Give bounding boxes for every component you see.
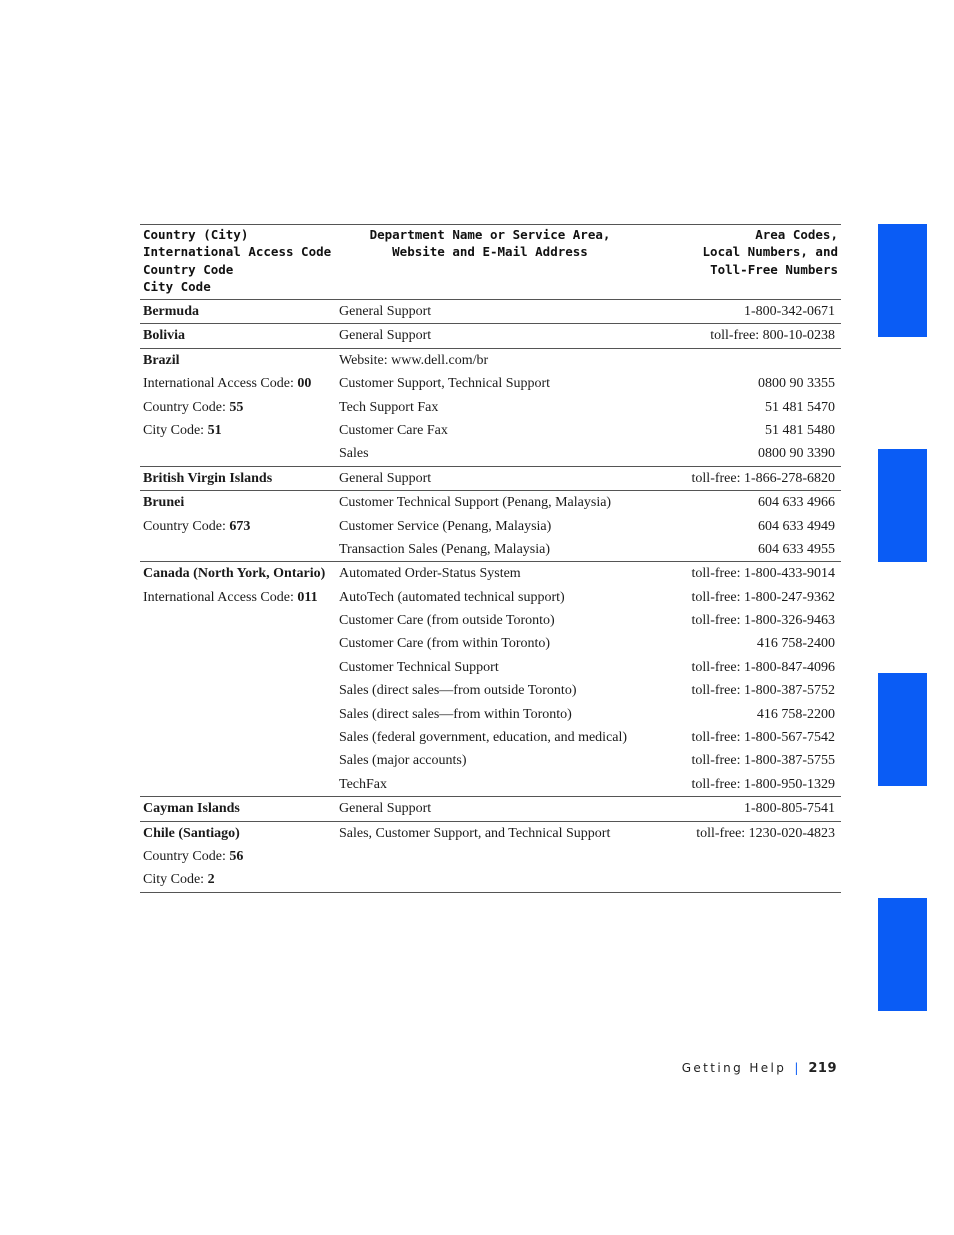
- country-group: [140, 349, 841, 467]
- department-label: Customer Care (from within Toronto): [339, 636, 551, 652]
- table-body: [140, 300, 841, 893]
- code-value: 673: [229, 518, 251, 534]
- department-cell: [339, 797, 431, 820]
- country-cell: [143, 822, 240, 845]
- table-row: [140, 349, 841, 372]
- department-label: Sales (federal government, education, and medical): [339, 730, 628, 746]
- header-line: City Code: [143, 278, 211, 294]
- table-row: [140, 609, 841, 632]
- table-header: [140, 225, 841, 300]
- department-label: Sales (direct sales—from outside Toronto): [339, 683, 577, 699]
- country-label: Country Code:: [143, 848, 230, 864]
- department-cell: [339, 656, 499, 679]
- department-label: General Support: [339, 801, 432, 817]
- code-value: 51: [207, 422, 222, 438]
- header-line: Country (City): [143, 227, 249, 242]
- phone-number-cell: toll-free: 1-800-950-1329: [691, 776, 835, 792]
- department-label: General Support: [339, 328, 432, 344]
- phone-number-cell: 604 633 4966: [758, 495, 835, 511]
- phone-number-cell: toll-free: 1-800-326-9463: [691, 613, 835, 629]
- header-numbers-column: [703, 226, 838, 278]
- table-row: [140, 845, 841, 868]
- country-cell: [143, 467, 272, 490]
- country-label: Bolivia: [143, 328, 186, 344]
- header-line: Area Codes,: [755, 227, 838, 242]
- department-cell: [339, 703, 572, 726]
- country-cell: [143, 396, 243, 419]
- department-label: Sales, Customer Support, and Technical Support: [339, 825, 611, 841]
- department-label: Customer Technical Support: [339, 659, 499, 675]
- phone-number-cell: 416 758-2200: [756, 706, 835, 722]
- phone-number-cell: toll-free: 1-800-567-7542: [691, 730, 835, 746]
- code-value: 2: [207, 872, 215, 888]
- country-group: [140, 300, 841, 324]
- department-cell: [339, 467, 431, 490]
- department-label: Sales: [339, 446, 369, 462]
- country-cell: [143, 300, 199, 323]
- department-cell: [339, 749, 467, 772]
- department-label: General Support: [339, 470, 432, 486]
- department-cell: [339, 726, 627, 749]
- table-row: [140, 538, 841, 561]
- country-cell: [143, 845, 243, 868]
- code-value: 00: [297, 376, 312, 392]
- country-label: Country Code:: [143, 399, 230, 415]
- country-group: [140, 467, 841, 491]
- footer-section-title: Getting Help: [681, 1061, 787, 1075]
- department-cell: [339, 822, 610, 845]
- country-group: [140, 822, 841, 893]
- table-row: [140, 797, 841, 820]
- department-label: Customer Technical Support (Penang, Malaysia): [339, 495, 612, 511]
- country-label: Brunei: [143, 495, 185, 511]
- country-cell: [143, 349, 180, 372]
- table-row: [140, 726, 841, 749]
- country-label: City Code:: [143, 422, 208, 438]
- phone-number-cell: 1-800-342-0671: [744, 304, 835, 319]
- department-label: AutoTech (automated technical support): [339, 589, 565, 605]
- header-line: Local Numbers, and: [702, 244, 838, 260]
- department-cell: [339, 586, 565, 609]
- department-label: Tech Support Fax: [339, 399, 439, 415]
- table-row: [140, 467, 841, 490]
- department-cell: [339, 324, 431, 347]
- phone-number-cell: toll-free: 1-800-433-9014: [691, 566, 835, 582]
- department-cell: [339, 419, 448, 442]
- department-cell: [339, 396, 438, 419]
- country-cell: [143, 419, 222, 442]
- department-cell: [339, 773, 387, 796]
- department-label: Website:: [339, 352, 392, 368]
- section-tab-marker: [878, 224, 927, 337]
- code-value: 55: [229, 399, 244, 415]
- country-label: International Access Code:: [143, 589, 298, 605]
- country-cell: [143, 372, 311, 395]
- country-group: [140, 324, 841, 348]
- phone-number-cell: 0800 90 3355: [758, 376, 835, 392]
- country-label: Brazil: [143, 352, 180, 368]
- table-row: [140, 656, 841, 679]
- country-label: Bermuda: [143, 304, 199, 319]
- country-label: British Virgin Islands: [143, 470, 273, 486]
- header-line: Country Code: [143, 261, 234, 277]
- country-cell: [143, 515, 250, 538]
- country-label: Canada (North York, Ontario): [143, 566, 326, 582]
- table-row: [140, 679, 841, 702]
- page-number: 219: [808, 1061, 837, 1076]
- table-row: [140, 822, 841, 845]
- department-cell: [339, 442, 369, 465]
- department-cell: [339, 679, 577, 702]
- country-cell: [143, 562, 325, 585]
- country-label: Cayman Islands: [143, 801, 240, 817]
- department-label: Customer Service (Penang, Malaysia): [339, 518, 552, 534]
- country-group: [140, 491, 841, 562]
- table-row: [140, 300, 841, 323]
- country-cell: [143, 868, 215, 891]
- department-label: TechFax: [339, 776, 388, 792]
- department-label: Customer Care (from outside Toronto): [339, 613, 555, 629]
- country-cell: [143, 324, 185, 347]
- phone-number-cell: toll-free: 1230-020-4823: [696, 825, 835, 841]
- phone-number-cell: toll-free: 1-866-278-6820: [691, 470, 835, 486]
- phone-number-cell: 604 633 4949: [758, 518, 835, 534]
- department-cell: [339, 349, 488, 372]
- country-group: [140, 797, 841, 821]
- phone-number-cell: toll-free: 1-800-247-9362: [691, 589, 835, 605]
- country-cell: [143, 797, 240, 820]
- country-label: International Access Code:: [143, 376, 298, 392]
- table-row: [140, 396, 841, 419]
- department-label: Customer Support, Technical Support: [339, 376, 551, 392]
- section-tab-marker: [878, 449, 927, 562]
- department-cell: [339, 609, 555, 632]
- department-cell: [339, 491, 611, 514]
- header-line: Toll-Free Numbers: [710, 261, 838, 277]
- phone-number-cell: toll-free: 800-10-0238: [710, 328, 835, 344]
- table-row: [140, 749, 841, 772]
- department-label: Sales (major accounts): [339, 753, 467, 769]
- department-cell: [339, 515, 551, 538]
- header-line: Website and E-Mail Address: [392, 244, 588, 260]
- code-value: 011: [297, 589, 318, 605]
- phone-number-cell: 416 758-2400: [756, 636, 835, 652]
- department-cell: [339, 562, 521, 585]
- country-label: City Code:: [143, 872, 208, 888]
- header-department-column: [340, 226, 640, 261]
- phone-number-cell: toll-free: 1-800-847-4096: [691, 659, 835, 675]
- phone-number-cell: 1-800-805-7541: [744, 801, 835, 817]
- department-label: Customer Care Fax: [339, 422, 448, 438]
- country-group: [140, 562, 841, 797]
- department-label: Sales (direct sales—from within Toronto): [339, 706, 572, 722]
- phone-number-cell: 0800 90 3390: [758, 446, 835, 462]
- phone-number-cell: toll-free: 1-800-387-5755: [691, 753, 835, 769]
- website-link[interactable]: www.dell.com/br: [391, 352, 489, 368]
- table-row: [140, 491, 841, 514]
- table-row: [140, 632, 841, 655]
- table-row: [140, 773, 841, 796]
- table-row: [140, 515, 841, 538]
- footer-separator: |: [794, 1061, 799, 1075]
- country-label: Chile (Santiago): [143, 825, 240, 841]
- country-label: Country Code:: [143, 518, 230, 534]
- phone-number-cell: 51 481 5470: [765, 399, 835, 415]
- country-cell: [143, 586, 318, 609]
- table-row: [140, 324, 841, 347]
- header-country-column: [143, 226, 331, 295]
- table-row: [140, 868, 841, 891]
- table-row: [140, 442, 841, 465]
- phone-number-cell: toll-free: 1-800-387-5752: [691, 683, 835, 699]
- department-cell: [339, 300, 431, 323]
- section-tab-marker: [878, 898, 927, 1011]
- contact-table: [140, 224, 841, 893]
- header-line: Department Name or Service Area,: [369, 227, 611, 242]
- code-value: 56: [229, 848, 244, 864]
- department-cell: [339, 632, 550, 655]
- phone-number-cell: 51 481 5480: [765, 422, 835, 438]
- table-row: [140, 703, 841, 726]
- country-cell: [143, 491, 184, 514]
- header-line: International Access Code: [143, 244, 332, 260]
- department-label: Transaction Sales (Penang, Malaysia): [339, 541, 550, 557]
- page-footer: [682, 1061, 837, 1076]
- table-row: [140, 372, 841, 395]
- phone-number-cell: 604 633 4955: [758, 541, 835, 557]
- department-cell: [339, 372, 550, 395]
- department-cell: [339, 538, 550, 561]
- table-row: [140, 419, 841, 442]
- department-label: General Support: [339, 304, 432, 319]
- department-label: Automated Order-Status System: [339, 566, 521, 582]
- table-row: [140, 562, 841, 585]
- table-row: [140, 586, 841, 609]
- section-tab-marker: [878, 673, 927, 786]
